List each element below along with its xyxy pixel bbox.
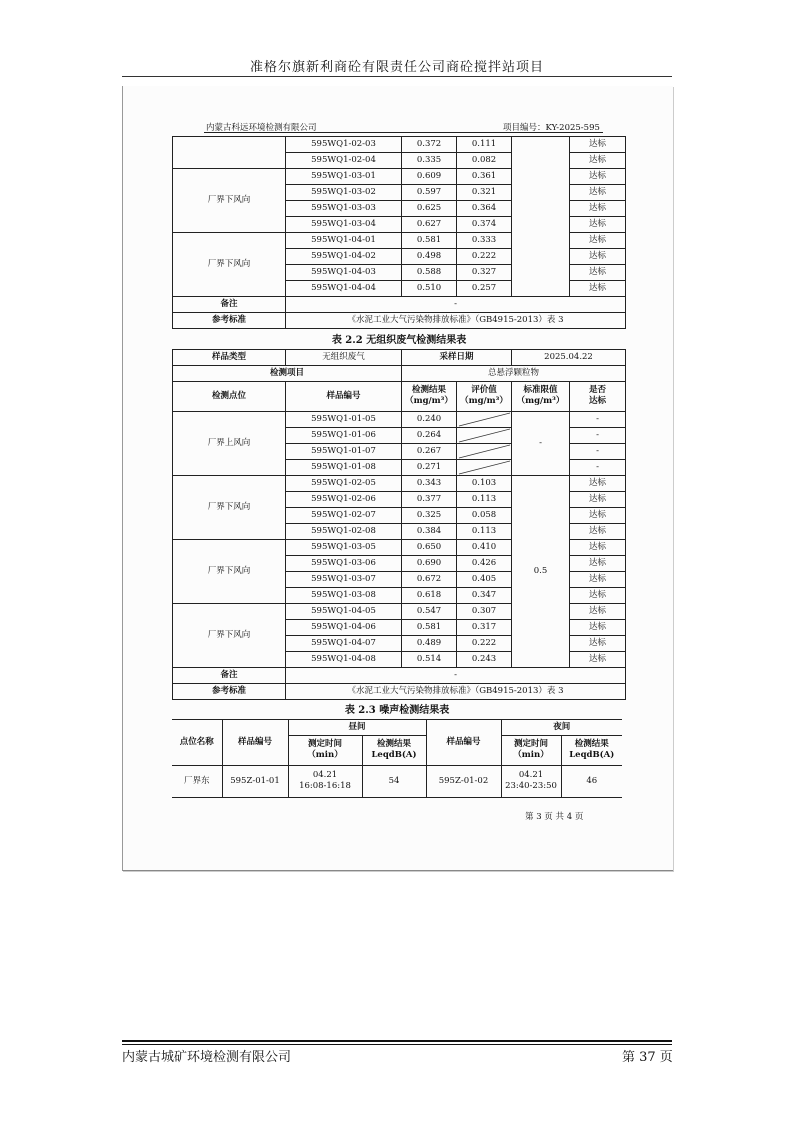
col-header-night-result: 检测结果 LeqdB(A) xyxy=(561,735,622,765)
compliance-status: 达标 xyxy=(570,185,626,201)
page-header: 准格尔旗新利商砼有限责任公司商砼搅拌站项目 xyxy=(249,60,544,75)
test-result: 0.377 xyxy=(402,491,457,507)
noise-day-sample-id: 595Z-01-01 xyxy=(222,765,288,797)
test-result: 0.335 xyxy=(402,153,457,169)
col-header-day: 昼间 xyxy=(288,719,426,735)
test-result: 0.514 xyxy=(402,651,457,667)
test-result: 0.690 xyxy=(402,555,457,571)
header-rule xyxy=(122,76,672,77)
table-row xyxy=(173,475,626,491)
test-result: 0.489 xyxy=(402,635,457,651)
footer-page-number: 第 37 页 xyxy=(622,1050,673,1065)
sampling-date-label: 采样日期 xyxy=(402,349,512,365)
test-result: 0.672 xyxy=(402,571,457,587)
standard-limit-downwind: 0.5 xyxy=(512,475,570,667)
monitoring-point: 厂界上风向 xyxy=(173,411,286,475)
table-row xyxy=(173,411,626,427)
test-result: 0.510 xyxy=(402,281,457,297)
eval-not-applicable-slash xyxy=(457,427,512,443)
standard-limit xyxy=(512,137,570,297)
compliance-status: - xyxy=(570,459,626,475)
evaluation-value: 0.111 xyxy=(457,137,512,153)
compliance-status: 达标 xyxy=(570,587,626,603)
sample-type-value: 无组织废气 xyxy=(286,349,402,365)
evaluation-value: 0.426 xyxy=(457,555,512,571)
compliance-status: 达标 xyxy=(570,619,626,635)
reference-standard-label: 参考标准 xyxy=(173,313,286,329)
sample-id: 595WQ1-04-08 xyxy=(286,651,402,667)
col-header-eval: 评价值 （mg/m³） xyxy=(457,381,512,411)
table-2-2-title: 表 2.2 无组织废气检测结果表 xyxy=(173,332,626,349)
sample-id: 595WQ1-04-01 xyxy=(286,233,402,249)
remark-label: 备注 xyxy=(173,667,286,683)
compliance-status: 达标 xyxy=(570,475,626,491)
noise-results-table xyxy=(172,703,622,798)
eval-not-applicable-slash xyxy=(457,443,512,459)
compliance-status: 达标 xyxy=(570,491,626,507)
compliance-status: 达标 xyxy=(570,201,626,217)
test-result: 0.588 xyxy=(402,265,457,281)
test-result: 0.264 xyxy=(402,427,457,443)
col-header-point-name: 点位名称 xyxy=(172,719,222,765)
compliance-status: 达标 xyxy=(570,153,626,169)
table-2-3-title: 表 2.3 噪声检测结果表 xyxy=(172,703,622,719)
col-header-day-sample-id: 样品编号 xyxy=(222,719,288,765)
compliance-status: 达标 xyxy=(570,651,626,667)
sample-id: 595WQ1-04-03 xyxy=(286,265,402,281)
sample-id: 595WQ1-04-06 xyxy=(286,619,402,635)
compliance-status: - xyxy=(570,427,626,443)
test-result: 0.384 xyxy=(402,523,457,539)
col-header-limit: 标准限值 （mg/m³） xyxy=(512,381,570,411)
compliance-status: 达标 xyxy=(570,603,626,619)
col-header-result: 检测结果 （mg/m³） xyxy=(402,381,457,411)
compliance-status: 达标 xyxy=(570,523,626,539)
reference-standard-value: 《水泥工业大气污染物排放标准》（GB4915-2013）表 3 xyxy=(286,683,626,699)
sample-id: 595WQ1-02-05 xyxy=(286,475,402,491)
compliance-status: 达标 xyxy=(570,539,626,555)
compliance-status: 达标 xyxy=(570,635,626,651)
col-header-day-time: 测定时间 （min） xyxy=(288,735,362,765)
sample-id: 595WQ1-02-07 xyxy=(286,507,402,523)
report-pager: 第 3 页 共 4 页 xyxy=(525,812,584,822)
sample-id: 595WQ1-02-04 xyxy=(286,153,402,169)
compliance-status: 达标 xyxy=(570,217,626,233)
sample-id: 595WQ1-02-06 xyxy=(286,491,402,507)
remark-value: - xyxy=(286,297,626,313)
col-header-sample-id: 样品编号 xyxy=(286,381,402,411)
remark-label: 备注 xyxy=(173,297,286,313)
col-header-day-result: 检测结果 LeqdB(A) xyxy=(362,735,426,765)
test-result: 0.581 xyxy=(402,619,457,635)
noise-night-result: 46 xyxy=(561,765,622,797)
evaluation-value: 0.058 xyxy=(457,507,512,523)
sample-id: 595WQ1-04-02 xyxy=(286,249,402,265)
noise-day-result: 54 xyxy=(362,765,426,797)
test-result: 0.597 xyxy=(402,185,457,201)
compliance-status: 达标 xyxy=(570,281,626,297)
evaluation-value: 0.321 xyxy=(457,185,512,201)
test-result: 0.627 xyxy=(402,217,457,233)
col-header-night-time: 测定时间 （min） xyxy=(501,735,561,765)
col-header-status: 是否 达标 xyxy=(570,381,626,411)
test-result: 0.547 xyxy=(402,603,457,619)
sample-id: 595WQ1-01-08 xyxy=(286,459,402,475)
reference-standard-value: 《水泥工业大气污染物排放标准》（GB4915-2013）表 3 xyxy=(286,313,626,329)
evaluation-value: 0.374 xyxy=(457,217,512,233)
col-header-point: 检测点位 xyxy=(173,381,286,411)
footer-company: 内蒙古城矿环境检测有限公司 xyxy=(122,1050,292,1065)
sample-id: 595WQ1-03-01 xyxy=(286,169,402,185)
monitoring-point: 厂界下风向 xyxy=(173,539,286,603)
reference-standard-label: 参考标准 xyxy=(173,683,286,699)
compliance-status: 达标 xyxy=(570,233,626,249)
compliance-status: 达标 xyxy=(570,169,626,185)
evaluation-value: 0.327 xyxy=(457,265,512,281)
evaluation-value: 0.333 xyxy=(457,233,512,249)
sample-id: 595WQ1-03-04 xyxy=(286,217,402,233)
noise-day-time: 04.21 16:08-16:18 xyxy=(288,765,362,797)
evaluation-value: 0.103 xyxy=(457,475,512,491)
compliance-status: 达标 xyxy=(570,249,626,265)
test-item-value: 总悬浮颗粒物 xyxy=(402,365,626,381)
test-result: 0.372 xyxy=(402,137,457,153)
sample-id: 595WQ1-02-03 xyxy=(286,137,402,153)
test-result: 0.240 xyxy=(402,411,457,427)
sample-id: 595WQ1-03-03 xyxy=(286,201,402,217)
sample-id: 595WQ1-03-07 xyxy=(286,571,402,587)
sampling-date-value: 2025.04.22 xyxy=(512,349,626,365)
footer-rule-thin xyxy=(122,1044,672,1045)
eval-not-applicable-slash xyxy=(457,411,512,427)
test-result: 0.625 xyxy=(402,201,457,217)
evaluation-value: 0.257 xyxy=(457,281,512,297)
sample-id: 595WQ1-03-08 xyxy=(286,587,402,603)
evaluation-value: 0.361 xyxy=(457,169,512,185)
test-result: 0.618 xyxy=(402,587,457,603)
test-result: 0.271 xyxy=(402,459,457,475)
noise-point-name: 厂界东 xyxy=(172,765,222,797)
test-result: 0.343 xyxy=(402,475,457,491)
test-result: 0.581 xyxy=(402,233,457,249)
test-result: 0.267 xyxy=(402,443,457,459)
compliance-status: 达标 xyxy=(570,555,626,571)
monitoring-point: 厂界下风向 xyxy=(173,233,286,297)
evaluation-value: 0.307 xyxy=(457,603,512,619)
sample-id: 595WQ1-01-07 xyxy=(286,443,402,459)
evaluation-value: 0.222 xyxy=(457,635,512,651)
sample-id: 595WQ1-02-08 xyxy=(286,523,402,539)
sample-id: 595WQ1-03-06 xyxy=(286,555,402,571)
sample-id: 595WQ1-03-05 xyxy=(286,539,402,555)
compliance-status: 达标 xyxy=(570,571,626,587)
compliance-status: 达标 xyxy=(570,137,626,153)
evaluation-value: 0.317 xyxy=(457,619,512,635)
compliance-status: 达标 xyxy=(570,507,626,523)
report-organization: 内蒙古科远环境检测有限公司 xyxy=(206,123,317,133)
gas-results-table-continued xyxy=(172,136,626,329)
col-header-night-sample-id: 样品编号 xyxy=(426,719,501,765)
monitoring-point: 厂界下风向 xyxy=(173,169,286,233)
eval-not-applicable-slash xyxy=(457,459,512,475)
monitoring-point xyxy=(173,137,286,169)
compliance-status: 达标 xyxy=(570,265,626,281)
sample-id: 595WQ1-01-06 xyxy=(286,427,402,443)
sample-id: 595WQ1-04-05 xyxy=(286,603,402,619)
noise-night-time: 04.21 23:40-23:50 xyxy=(501,765,561,797)
monitoring-point: 厂界下风向 xyxy=(173,603,286,667)
compliance-status: - xyxy=(570,411,626,427)
standard-limit-upwind: - xyxy=(512,411,570,475)
evaluation-value: 0.364 xyxy=(457,201,512,217)
evaluation-value: 0.113 xyxy=(457,491,512,507)
test-result: 0.498 xyxy=(402,249,457,265)
sample-id: 595WQ1-04-07 xyxy=(286,635,402,651)
sample-id: 595WQ1-04-04 xyxy=(286,281,402,297)
test-result: 0.650 xyxy=(402,539,457,555)
compliance-status: - xyxy=(570,443,626,459)
evaluation-value: 0.243 xyxy=(457,651,512,667)
evaluation-value: 0.410 xyxy=(457,539,512,555)
noise-night-sample-id: 595Z-01-02 xyxy=(426,765,501,797)
sample-id: 595WQ1-01-05 xyxy=(286,411,402,427)
test-item-label: 检测项目 xyxy=(173,365,402,381)
remark-value: - xyxy=(286,667,626,683)
sample-type-label: 样品类型 xyxy=(173,349,286,365)
col-header-night: 夜间 xyxy=(501,719,622,735)
evaluation-value: 0.113 xyxy=(457,523,512,539)
evaluation-value: 0.347 xyxy=(457,587,512,603)
sample-id: 595WQ1-03-02 xyxy=(286,185,402,201)
evaluation-value: 0.222 xyxy=(457,249,512,265)
evaluation-value: 0.082 xyxy=(457,153,512,169)
table-row xyxy=(173,137,626,153)
project-number: 项目编号：KY-2025-595 xyxy=(503,123,600,133)
footer-rule-thick xyxy=(122,1040,672,1042)
test-result: 0.325 xyxy=(402,507,457,523)
monitoring-point: 厂界下风向 xyxy=(173,475,286,539)
unorganized-gas-results-table xyxy=(172,332,626,700)
evaluation-value: 0.405 xyxy=(457,571,512,587)
report-header-rule xyxy=(204,132,603,133)
test-result: 0.609 xyxy=(402,169,457,185)
